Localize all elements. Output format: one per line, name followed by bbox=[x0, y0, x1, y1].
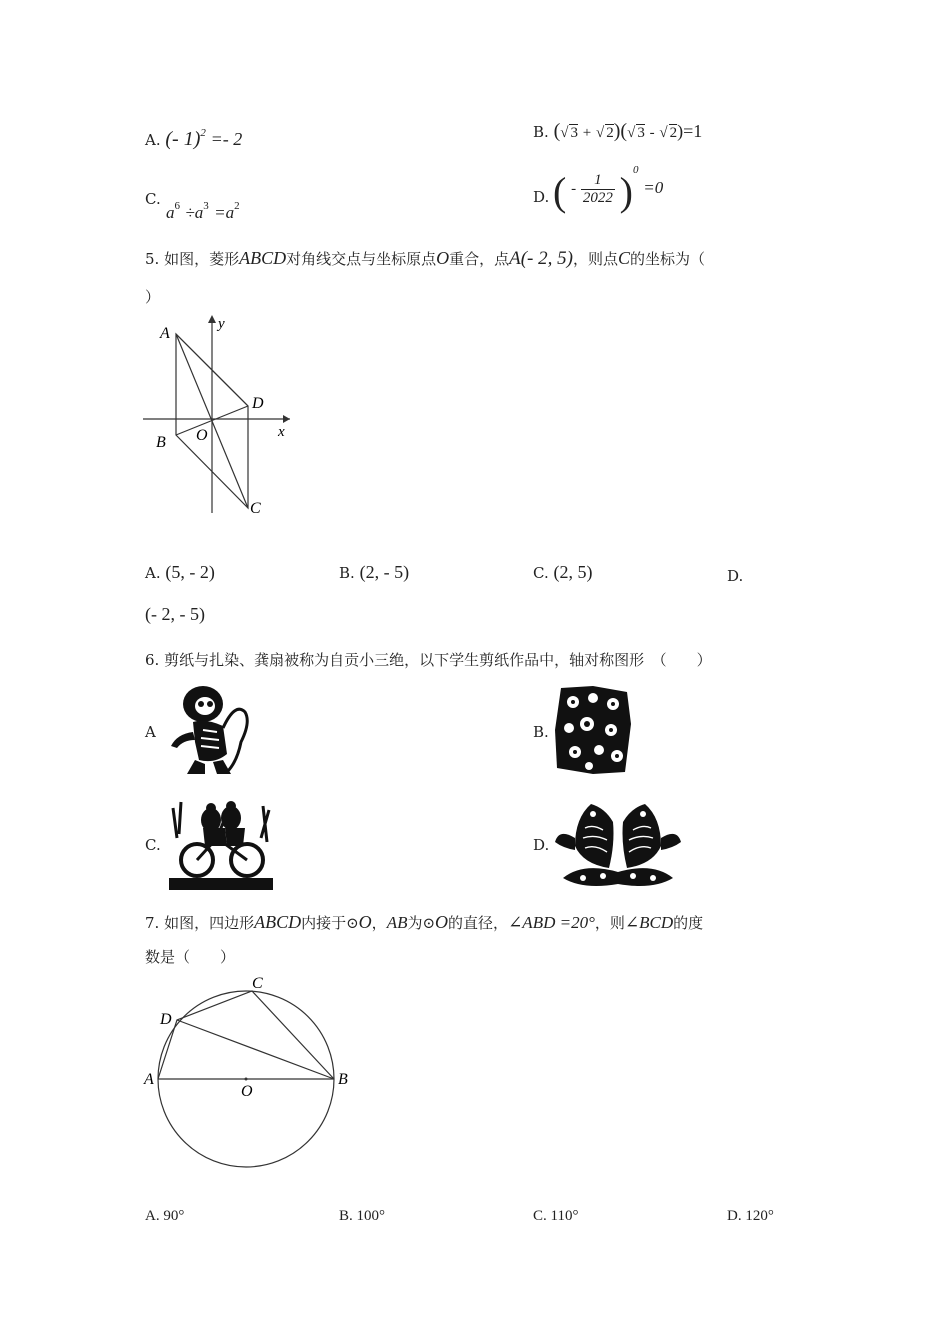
q4-option-d-expr: ( - $\frac{1}{2022}$ )$^0$ =0 bbox=[553, 164, 664, 214]
label-x: x bbox=[278, 424, 285, 440]
q5-option-a[interactable]: A. (5, - 2) bbox=[145, 562, 215, 582]
center-point bbox=[245, 1078, 248, 1081]
q6-option-a-label[interactable]: A bbox=[145, 723, 156, 741]
twin-fish-papercut-image[interactable] bbox=[553, 798, 683, 890]
label-o: O bbox=[196, 427, 208, 444]
label-o: O bbox=[241, 1083, 253, 1100]
q7-option-c[interactable]: C. 110° bbox=[533, 1208, 579, 1224]
label-d: D bbox=[160, 1011, 172, 1028]
fu-character-papercut-image[interactable] bbox=[553, 684, 635, 776]
q5-option-d[interactable]: D. bbox=[727, 567, 744, 585]
q5-rhombus-figure bbox=[140, 310, 300, 520]
label-a: A bbox=[144, 1071, 154, 1088]
q4-option-b[interactable]: B. (√ 3 + √ 2)(√ 3 - √ 2)=1 bbox=[533, 120, 703, 142]
label-c: C bbox=[252, 975, 263, 992]
cyclists-papercut-image[interactable] bbox=[167, 798, 275, 890]
q5-stem: 5. 如图，菱形ABCD对角线交点与坐标原点O重合，点A(- 2, 5)，则点C的坐标为（ bbox=[145, 248, 706, 269]
q7-stem-line2: 数是（ ） bbox=[145, 948, 236, 966]
q4-option-a[interactable]: A. (- 1)$^2$ =- 2 bbox=[145, 127, 243, 150]
y-arrow-icon bbox=[208, 315, 216, 323]
q7-option-d[interactable]: D. 120° bbox=[727, 1208, 774, 1224]
q7-circle-figure bbox=[140, 970, 360, 1175]
q7-option-b[interactable]: B. 100° bbox=[339, 1208, 386, 1224]
label-a: A bbox=[160, 325, 170, 342]
q6-stem: 6. 剪纸与扎染、龚扇被称为自贡小三绝，以下学生剪纸作品中，轴对称图形 （ ） bbox=[145, 651, 712, 669]
q4-option-c-expr: $a^6 \div a^3 =a^2$ bbox=[166, 200, 240, 222]
q5-stem-close: ） bbox=[145, 288, 161, 306]
q6-option-c-label[interactable]: C. bbox=[145, 836, 161, 854]
label-b: B bbox=[156, 434, 166, 451]
label-b: B bbox=[338, 1071, 348, 1088]
q5-option-b[interactable]: B. (2, - 5) bbox=[339, 562, 410, 582]
q6-option-d-label[interactable]: D. bbox=[533, 836, 550, 854]
label-d: D bbox=[252, 395, 264, 412]
q7-option-a[interactable]: A. 90° bbox=[145, 1208, 185, 1224]
label-y: y bbox=[218, 316, 225, 332]
q4-option-a-expr: (- 1) bbox=[165, 128, 201, 150]
monkey-papercut-image[interactable] bbox=[165, 682, 255, 777]
q5-option-d-value: (- 2, - 5) bbox=[145, 604, 205, 624]
q6-option-b-label[interactable]: B. bbox=[533, 723, 549, 741]
label-c: C bbox=[250, 500, 261, 517]
x-arrow-icon bbox=[283, 415, 290, 423]
q4-option-d-label[interactable]: D. bbox=[533, 188, 550, 206]
q4-option-c-label[interactable]: C. bbox=[145, 190, 161, 208]
q5-option-c[interactable]: C. (2, 5) bbox=[533, 562, 593, 582]
quadrilateral-abcd bbox=[158, 991, 334, 1079]
q7-stem: 7. 如图，四边形ABCD内接于⊙O，AB为⊙O的直径，∠ABD =20°，则∠BCD的度 bbox=[145, 912, 704, 932]
q4-option-d-fraction: $\frac{1}{2022}$ bbox=[582, 171, 613, 206]
